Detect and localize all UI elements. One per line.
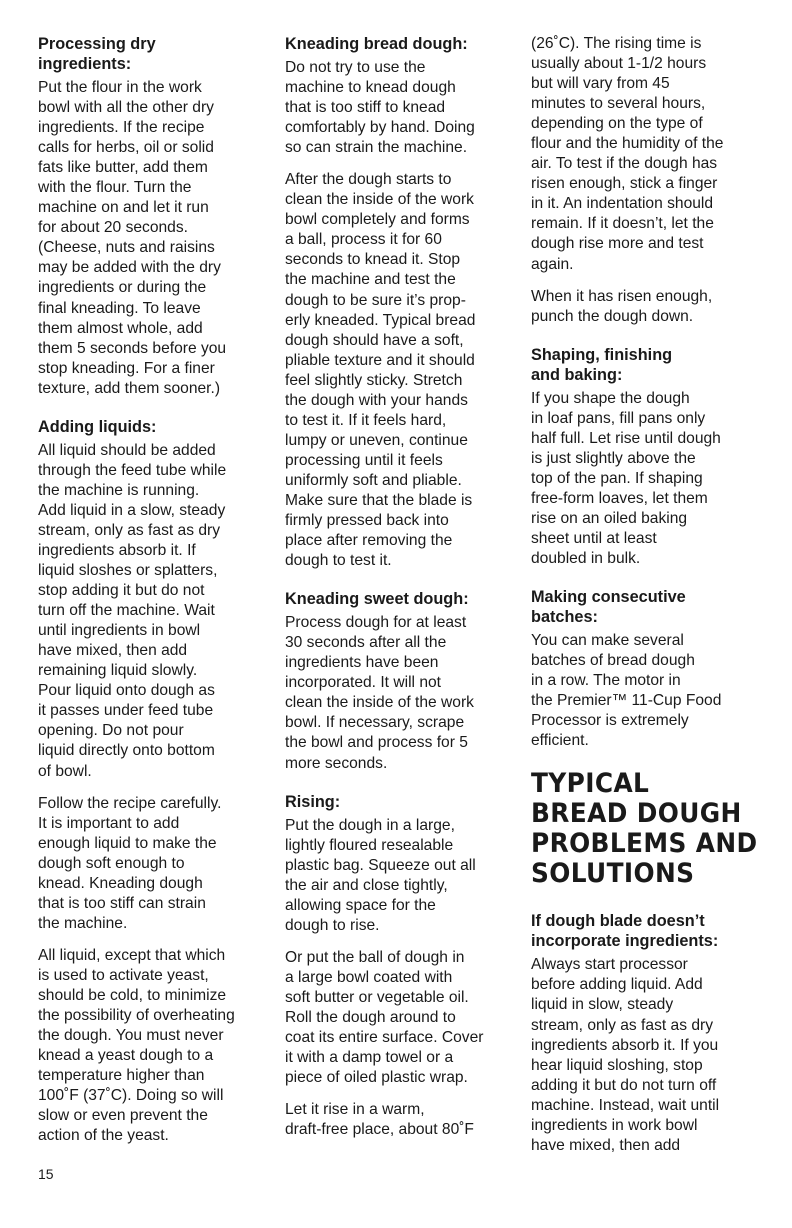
paragraph (285, 613, 517, 773)
text-line: clean the inside of the work (285, 191, 474, 209)
text-line: incorporated. It will not (285, 674, 442, 692)
text-line: Shaping, finishing (531, 345, 673, 364)
heading-kneading-bread-dough (285, 34, 517, 54)
text-line: firmly pressed back into (285, 512, 449, 530)
text-line: pliable texture and it should (285, 351, 475, 369)
text-line: slow or even prevent the (38, 1107, 208, 1125)
text-line: but will vary from 45 (531, 75, 670, 93)
paragraph (531, 631, 763, 751)
text-line: Let it rise in a warm, (285, 1101, 425, 1119)
text-line: them 5 seconds before you (38, 339, 227, 357)
text-line: the air and close tightly, (285, 876, 448, 894)
heading-processing-dry-ingredients (38, 34, 270, 74)
heading-kneading-sweet-dough (285, 589, 517, 609)
text-line: lightly floured resealable (285, 836, 454, 854)
paragraph (38, 794, 270, 934)
text-line: the bowl and process for 5 (285, 734, 468, 752)
section-making-consecutive-batches (531, 587, 763, 751)
column-2 (285, 34, 517, 1158)
text-line: may be added with the dry (38, 259, 221, 277)
text-line: free-form loaves, let them (531, 489, 708, 507)
text-line: hear liquid sloshing, stop (531, 1056, 703, 1074)
text-line: texture, add them sooner.) (38, 379, 221, 397)
text-line: the dough with your hands (285, 391, 468, 409)
text-line: batches: (531, 608, 598, 627)
text-line: 30 seconds after all the (285, 634, 447, 652)
text-line: feel slightly sticky. Stretch (285, 371, 463, 389)
text-line: knead a yeast dough to a (38, 1047, 214, 1065)
text-line: lumpy or uneven, continue (285, 431, 468, 449)
text-line: PROBLEMS AND (531, 828, 758, 860)
text-line: TYPICAL (531, 768, 650, 800)
text-line: half full. Let rise until dough (531, 429, 721, 447)
text-line: piece of oiled plastic wrap. (285, 1069, 468, 1087)
text-line: air. To test if the dough has (531, 155, 718, 173)
text-line: the machine is running. (38, 481, 200, 499)
text-line: liquid sloshes or splatters, (38, 562, 218, 580)
text-line: All liquid, except that which (38, 946, 226, 964)
text-line: more seconds. (285, 754, 388, 772)
text-line: 100˚F (37˚C). Doing so will (38, 1087, 224, 1105)
text-line: Make sure that the blade is (285, 491, 473, 509)
text-line: until ingredients in bowl (38, 622, 201, 640)
text-line: Kneading sweet dough: (285, 590, 469, 609)
text-line: minutes to several hours, (531, 95, 706, 113)
text-line: erly kneaded. Typical bread (285, 311, 476, 329)
text-line: Making consecutive (531, 588, 686, 607)
text-line: allowing space for the (285, 896, 436, 914)
text-line: Follow the recipe carefully. (38, 794, 222, 812)
text-line: before adding liquid. Add (531, 976, 703, 994)
text-line: of bowl. (38, 762, 92, 780)
text-line: fats like butter, add them (38, 159, 208, 177)
text-line: bowl completely and forms (285, 211, 470, 229)
text-line: Rising: (285, 792, 341, 811)
text-line: to test it. If it feels hard, (285, 411, 447, 429)
text-line: ingredients in work bowl (531, 1116, 698, 1134)
text-line: it with a damp towel or a (285, 1049, 454, 1067)
section-rising (285, 792, 517, 1141)
text-line: dough to rise. (285, 916, 380, 934)
section-kneading-bread-dough (285, 34, 517, 571)
text-line: temperature higher than (38, 1067, 205, 1085)
text-line: calls for herbs, oil or solid (38, 139, 214, 157)
paragraph (531, 34, 763, 275)
paragraph (38, 78, 270, 399)
text-line: dough should have a soft, (285, 331, 464, 349)
text-line: Pour liquid onto dough as (38, 682, 215, 700)
text-line: machine. Instead, wait until (531, 1096, 720, 1114)
text-line: in it. An indentation should (531, 195, 714, 213)
text-line: Add liquid in a slow, steady (38, 501, 226, 519)
text-line: If dough blade doesn’t (531, 912, 705, 931)
section-dough-blade (531, 911, 763, 1155)
heading-dough-blade (531, 911, 763, 951)
text-line: the possibility of overheating (38, 1007, 235, 1025)
text-line: Put the dough in a large, (285, 816, 455, 834)
text-line: stream, only as fast as dry (531, 1016, 713, 1034)
text-line: and baking: (531, 365, 623, 384)
text-line: depending on the type of (531, 115, 703, 133)
text-line: coat its entire surface. Cover (285, 1029, 484, 1047)
paragraph (531, 955, 763, 1155)
heading-typical-bread-dough-problems (531, 768, 758, 890)
column-3 (531, 34, 763, 1174)
text-line: again. (531, 255, 574, 273)
text-line: have mixed, then add (38, 642, 188, 660)
text-line: punch the dough down. (531, 307, 694, 325)
paragraph (285, 1100, 517, 1140)
text-line: opening. Do not pour (38, 722, 184, 740)
text-line: draft-free place, about 80˚F (285, 1121, 474, 1139)
text-line: bowl with all the other dry (38, 99, 214, 117)
text-line: through the feed tube while (38, 461, 227, 479)
text-line: processing until it feels (285, 451, 443, 469)
text-line: that is too stiff to knead (285, 99, 446, 117)
text-line: the Premier™ 11-Cup Food (531, 692, 722, 710)
text-line: Or put the ball of dough in (285, 948, 465, 966)
text-line: knead. Kneading dough (38, 874, 203, 892)
text-line: ingredients or during the (38, 279, 207, 297)
text-line: efficient. (531, 732, 589, 750)
text-line: place after removing the (285, 532, 453, 550)
text-line: SOLUTIONS (531, 858, 695, 890)
text-line: ingredients have been (285, 654, 439, 672)
text-line: machine to knead dough (285, 79, 456, 97)
text-line: (Cheese, nuts and raisins (38, 239, 215, 257)
paragraph (285, 170, 517, 571)
text-line: adding it but do not turn off (531, 1076, 717, 1094)
text-line: ingredients absorb it. If (38, 541, 196, 559)
text-line: When it has risen enough, (531, 287, 713, 305)
text-line: incorporate ingredients: (531, 932, 719, 951)
text-line: flour and the humidity of the (531, 135, 724, 153)
text-line: If you shape the dough (531, 389, 690, 407)
text-line: dough rise more and test (531, 235, 704, 253)
text-line: that is too stiff can strain (38, 894, 206, 912)
text-line: batches of bread dough (531, 652, 695, 670)
text-line: seconds to knead it. Stop (285, 251, 461, 269)
text-line: is used to activate yeast, (38, 966, 209, 984)
text-line: soft butter or vegetable oil. (285, 988, 469, 1006)
paragraph (285, 58, 517, 158)
text-line: the machine. (38, 914, 128, 932)
text-line: for about 20 seconds. (38, 219, 188, 237)
section-processing-dry-ingredients (38, 34, 270, 399)
text-line: clean the inside of the work (285, 694, 474, 712)
text-line: in a row. The motor in (531, 672, 681, 690)
text-line: Process dough for at least (285, 614, 467, 632)
section-rising-continued (531, 34, 763, 327)
text-line: Processor is extremely (531, 712, 689, 730)
text-line: Adding liquids: (38, 417, 157, 436)
text-line: rise on an oiled baking (531, 509, 688, 527)
page-number: 15 (38, 1166, 54, 1182)
text-line: stream, only as fast as dry (38, 521, 220, 539)
text-line: top of the pan. If shaping (531, 469, 703, 487)
text-line: them almost whole, add (38, 319, 203, 337)
text-line: remain. If it doesn’t, let the (531, 215, 714, 233)
text-line: comfortably by hand. Doing (285, 119, 475, 137)
text-line: Put the flour in the work (38, 79, 202, 96)
text-line: Roll the dough around to (285, 1008, 456, 1026)
text-line: machine on and let it run (38, 199, 209, 217)
text-line: ingredients: (38, 55, 132, 73)
text-line: is just slightly above the (531, 449, 696, 467)
text-line: ingredients absorb it. If you (531, 1036, 719, 1054)
column-1 (38, 34, 270, 1164)
text-line: Kneading bread dough: (285, 35, 468, 53)
text-line: stop adding it but do not (38, 582, 205, 600)
text-line: dough to be sure it’s prop- (285, 291, 466, 309)
text-line: it passes under feed tube (38, 702, 214, 720)
text-line: have mixed, then add (531, 1136, 681, 1154)
text-line: stop kneading. For a finer (38, 359, 215, 377)
paragraph (531, 389, 763, 569)
text-line: (26˚C). The rising time is (531, 35, 702, 52)
text-line: uniformly soft and pliable. (285, 471, 462, 489)
text-line: dough soft enough to (38, 854, 185, 872)
text-line: final kneading. To leave (38, 299, 201, 317)
paragraph (531, 287, 763, 327)
paragraph (285, 948, 517, 1088)
text-line: in loaf pans, fill pans only (531, 409, 706, 427)
text-line: It is important to add (38, 814, 180, 832)
text-line: plastic bag. Squeeze out all (285, 856, 476, 874)
heading-making-consecutive-batches (531, 587, 763, 627)
text-line: action of the yeast. (38, 1127, 169, 1145)
section-adding-liquids (38, 417, 270, 1147)
paragraph (38, 946, 270, 1146)
text-line: a large bowl coated with (285, 968, 453, 986)
heading-rising (285, 792, 517, 812)
text-line: After the dough starts to (285, 171, 452, 189)
text-line: dough to test it. (285, 552, 392, 570)
section-shaping-finishing-baking (531, 345, 763, 569)
paragraph (38, 441, 270, 782)
text-line: liquid directly onto bottom (38, 742, 215, 760)
text-line: All liquid should be added (38, 441, 216, 459)
text-line: liquid in slow, steady (531, 996, 674, 1014)
text-line: turn off the machine. Wait (38, 602, 215, 620)
text-line: sheet until at least (531, 529, 657, 547)
text-line: so can strain the machine. (285, 139, 468, 157)
text-line: Do not try to use the (285, 59, 426, 76)
text-line: You can make several (531, 632, 684, 650)
text-line: ingredients. If the recipe (38, 119, 205, 137)
text-line: doubled in bulk. (531, 550, 641, 568)
text-line: the machine and test the (285, 271, 456, 289)
text-line: Always start processor (531, 956, 688, 974)
text-line: the dough. You must never (38, 1027, 224, 1045)
text-line: BREAD DOUGH (531, 798, 742, 830)
text-line: with the flour. Turn the (38, 179, 192, 197)
text-line: a ball, process it for 60 (285, 231, 442, 249)
text-line: usually about 1-1/2 hours (531, 55, 707, 73)
heading-adding-liquids (38, 417, 270, 437)
section-kneading-sweet-dough (285, 589, 517, 773)
text-line: risen enough, stick a finger (531, 175, 718, 193)
heading-shaping-finishing-baking (531, 345, 763, 385)
text-line: Processing dry (38, 35, 156, 53)
paragraph (285, 816, 517, 936)
text-line: enough liquid to make the (38, 834, 217, 852)
text-line: bowl. If necessary, scrape (285, 714, 465, 732)
text-line: remaining liquid slowly. (38, 662, 198, 680)
text-line: should be cold, to minimize (38, 986, 227, 1004)
